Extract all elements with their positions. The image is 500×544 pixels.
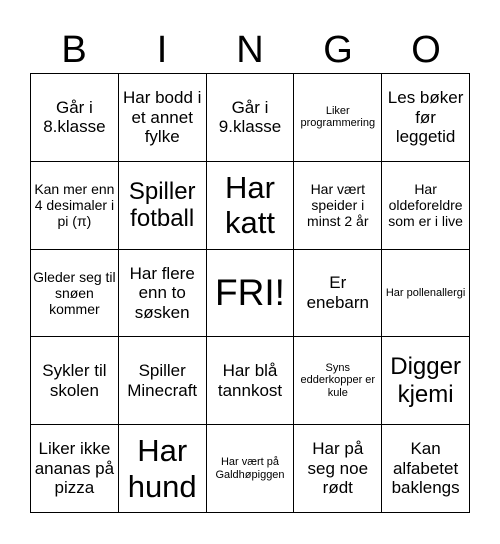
- header-letter-n: N: [236, 29, 264, 71]
- bingo-cell[interactable]: Liker ikke ananas på pizza: [31, 425, 119, 513]
- bingo-cell[interactable]: Har vært på Galdhøpiggen: [207, 425, 295, 513]
- bingo-cell[interactable]: Digger kjemi: [382, 337, 470, 425]
- bingo-cell[interactable]: Går i 8.klasse: [31, 74, 119, 162]
- bingo-cell[interactable]: Går i 9.klasse: [207, 74, 295, 162]
- bingo-cell[interactable]: Har vært speider i minst 2 år: [294, 162, 382, 250]
- bingo-cell[interactable]: Kan mer enn 4 desimaler i pi (π): [31, 162, 119, 250]
- bingo-cell[interactable]: Har oldeforeldre som er i live: [382, 162, 470, 250]
- bingo-header: [30, 22, 470, 78]
- bingo-cell[interactable]: Spiller Minecraft: [119, 337, 207, 425]
- header-letter-b: B: [61, 29, 87, 71]
- header-letter-g: G: [323, 29, 353, 71]
- header-letter-i: I: [156, 29, 168, 71]
- bingo-cell[interactable]: Les bøker før leggetid: [382, 74, 470, 162]
- bingo-cell[interactable]: Er enebarn: [294, 250, 382, 338]
- header-letter-o: O: [411, 29, 441, 71]
- bingo-cell[interactable]: Har hund: [119, 425, 207, 513]
- bingo-cell[interactable]: Kan alfabetet baklengs: [382, 425, 470, 513]
- bingo-cell[interactable]: Har blå tannkost: [207, 337, 295, 425]
- bingo-cell[interactable]: Har flere enn to søsken: [119, 250, 207, 338]
- bingo-cell[interactable]: Sykler til skolen: [31, 337, 119, 425]
- bingo-grid: [30, 73, 470, 513]
- free-space-cell[interactable]: FRI!: [207, 250, 295, 338]
- bingo-cell[interactable]: Spiller fotball: [119, 162, 207, 250]
- bingo-cell[interactable]: Har katt: [207, 162, 295, 250]
- bingo-cell[interactable]: Har bodd i et annet fylke: [119, 74, 207, 162]
- bingo-cell[interactable]: Syns edderkopper er kule: [294, 337, 382, 425]
- bingo-cell[interactable]: Har på seg noe rødt: [294, 425, 382, 513]
- bingo-cell[interactable]: Liker programmering: [294, 74, 382, 162]
- bingo-cell[interactable]: Har pollenallergi: [382, 250, 470, 338]
- bingo-cell[interactable]: Gleder seg til snøen kommer: [31, 250, 119, 338]
